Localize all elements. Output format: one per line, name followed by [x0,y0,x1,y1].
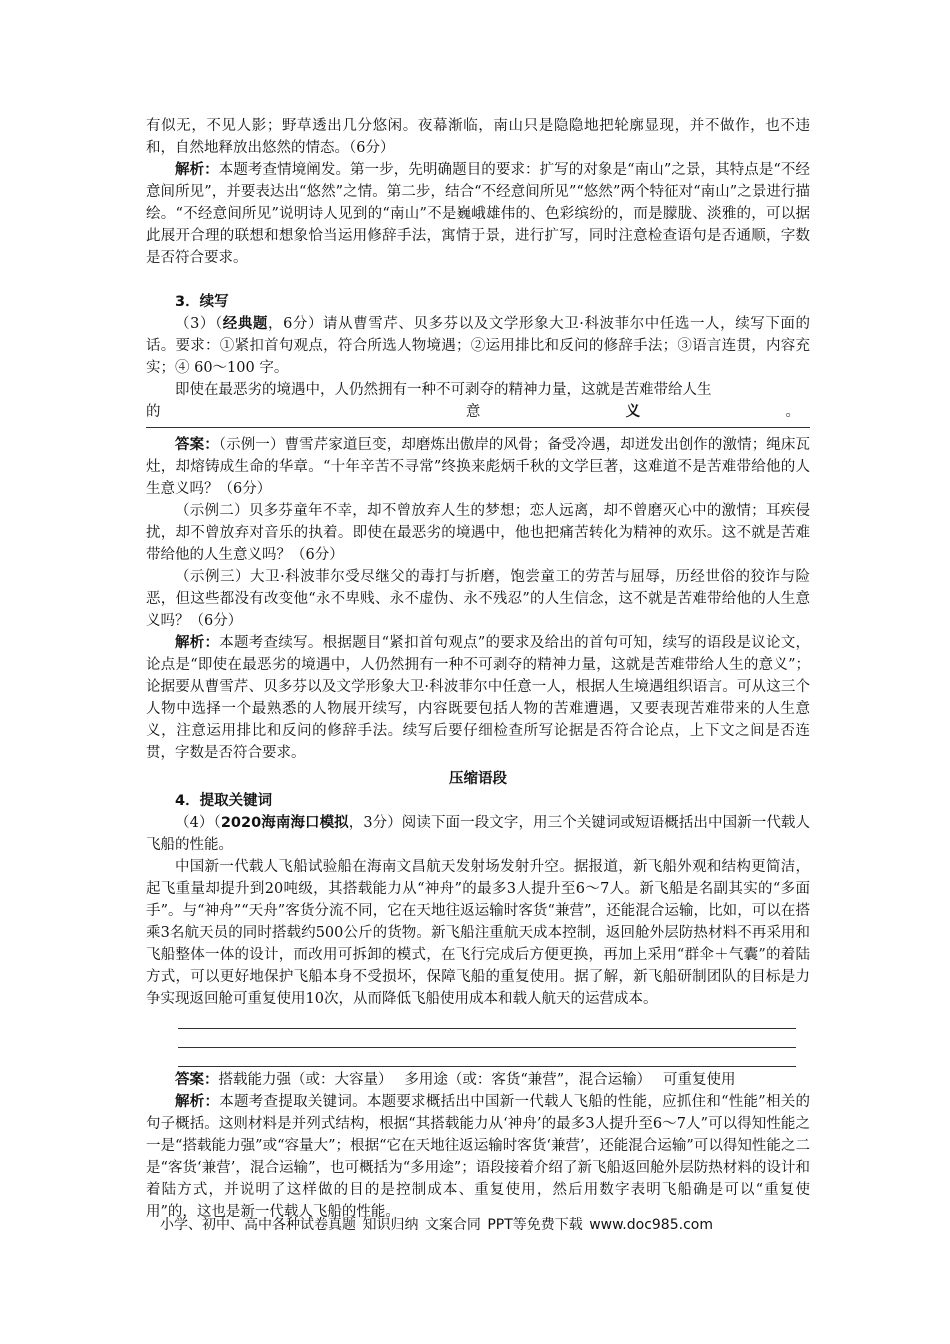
section-4-title: 4．提取关键词 [175,793,273,809]
document-page [146,115,810,1223]
tail-char: 。 [785,404,800,420]
question-text: ，6分）请从曹雪芹、贝多芬以及文学形象大卫·科波菲尔中任选一人，续写下面的话。要求：①紧扣首句观点，符合所选人物境遇；②运用排比和反问的修辞手法；③语言连贯，内容充实；④ 60～100 字。 [146,316,811,376]
analysis-text: 本题考查续写。根据题目“紧扣首句观点”的要求及给出的首句可知，续写的语段是议论文，论点是“即使在最恶劣的境遇中，人仍然拥有一种不可剥夺的精神力量，这就是苦难带给人生的意义”；论据要从曹雪芹、贝多芬以及文学形象大卫·科波菲尔中任意一人，根据人生境遇组织语言。可从这三个人物中选择一个最熟悉的人物展开续写，内容既要包括人物的苦难遭遇，又要表现苦难带来的人生意义，注意运用排比和反问的修辞手法。续写后要仔细检查所写论据是否符合论点，上下文之间是否连贯，字数是否符合要求。 [146,635,810,761]
example-1: （示例一）曹雪芹家道巨变，却磨炼出傲岸的风骨；备受冷遇，却迸发出创作的激情；绳床瓦灶，却熔铸成生命的华章。“十年辛苦不寻常”终换来彪炳千秋的文学巨著，这难道不是苦难带给他的人生意义吗？（6分） [146,437,810,497]
example-2: （示例二）贝多芬童年不幸，却不曾放弃人生的梦想；恋人远离，却不曾磨灭心中的激情；耳疾侵扰，却不曾放弃对音乐的执着。即使在最恶劣的境遇中，他也把痛苦转化为精神的欢乐。这不就是苦难带给他的人生意义吗？（6分） [146,503,810,563]
answer-text: 搭载能力强（或：大容量） 多用途（或：客货“兼营”，混合运输） 可重复使用 [218,1072,736,1088]
sentence-tail [146,401,810,423]
question-3 [146,313,810,379]
tail-char: 的 [146,404,161,420]
section-3-title: 3．续写 [175,294,229,310]
question-tag: 2020海南海口模拟 [220,815,349,831]
analysis-label: 解析： [175,162,219,178]
answer-label: 答案： [175,1072,219,1088]
page-footer: 小学、初中、高中各种试卷真题 知识归纳 文案合同 PPT等免费下载 www.doc985.com [160,1217,713,1233]
question-number: （4）（ [175,815,221,831]
analysis-text: 本题考查情境阐发。第一步，先明确题目的要求：扩写的对象是“南山”之景，其特点是“不经意间所见”，并要表达出“悠然”之情。第二步，结合“不经意间所见”“悠然”两个特征对“南山”之景进行描绘。“不经意间所见”说明诗人见到的“南山”不是巍峨雄伟的、色彩缤纷的，而是朦胧、淡雅的，可以据此展开合理的联想和想象恰当运用修辞手法，寓情于景，进行扩写，同时注意检查语句是否通顺，字数是否符合要求。 [146,162,810,266]
top-analysis [146,159,810,269]
analysis-text: 本题考查提取关键词。本题要求概括出中国新一代载人飞船的性能，应抓住和“性能”相关的句子概括。这则材料是并列式结构，根据“其搭载能力从‘神舟’的最多3人提升至6～7人”可以得知性能之一是“搭载能力强”或“容量大”；根据“它在天地往返运输时客货‘兼营’，还能混合运输”可以得知性能之二是“客货‘兼营’，混合运输”，也可概括为“多用途”；语段接着介绍了新飞船返回舱外层防热材料的设计和着陆方式，并说明了这样做的目的是控制成本、重复使用，然后用数字表明飞船确是可以“重复使用”的，这也是新一代载人飞船的性能。 [146,1094,810,1220]
section-heading: 压缩语段 [449,771,507,787]
analysis-label: 解析： [175,635,220,651]
question-tag: 经典题 [222,316,269,332]
question-text: ，3分）阅读下面一段文字，用三个关键词或短语概括出中国新一代载人飞船的性能。 [146,815,810,853]
given-sentence: 即使在最恶劣的境遇中，人仍然拥有一种不可剥夺的精神力量，这就是苦难带给人生 [175,382,712,398]
answer-line [146,423,810,428]
answer-4 [146,1069,810,1091]
example-3: （示例三）大卫·科波菲尔受尽继父的毒打与折磨，饱尝童工的劳苦与屈辱，历经世俗的狡诈与险恶，但这些都没有改变他“永不卑贱、永不虚伪、永不残忍”的人生信念，这不就是苦难带给他的人生意义吗？（6分） [146,569,810,629]
answer-line [178,1029,796,1048]
question-number: （3）（ [175,316,223,332]
question-4 [146,812,810,856]
answer-line [178,1010,796,1029]
answer-label: 答案： [175,437,219,453]
analysis-3 [146,632,810,764]
tail-char: 义 [625,404,641,420]
top-answer-text: 有似无，不见人影；野草透出几分悠闲。夜幕渐临，南山只是隐隐地把轮廓显现，并不做作，也不违和，自然地释放出悠然的情态。（6分） [146,118,810,156]
analysis-label: 解析： [175,1094,220,1110]
answer-3 [146,434,810,500]
tail-char: 意 [465,404,481,420]
answer-line [178,1048,796,1067]
reading-passage: 中国新一代载人飞船试验船在海南文昌航天发射场发射升空。据报道，新飞船外观和结构更简洁，起飞重量却提升到20吨级，其搭载能力从“神舟”的最多3人提升至6～7人。新飞船是名副其实的“多面手”。与“神舟”“天舟”客货分流不同，它在天地往返运输时客货“兼营”，还能混合运输，比如，可以在搭乘3名航天员的同时搭载约500公斤的货物。新飞船注重航天成本控制，返回舱外层防热材料不再采用和飞船整体一体的设计，而改用可拆卸的模式，在飞行完成后方便更换，再加上采用“群伞＋气囊”的着陆方式，可以更好地保护飞船本身不受损坏，保障飞船的重复使用。据了解，新飞船研制团队的目标是力争实现返回舱可重复使用10次，从而降低飞船使用成本和载人航天的运营成本。 [146,859,810,1007]
analysis-4 [146,1091,810,1223]
